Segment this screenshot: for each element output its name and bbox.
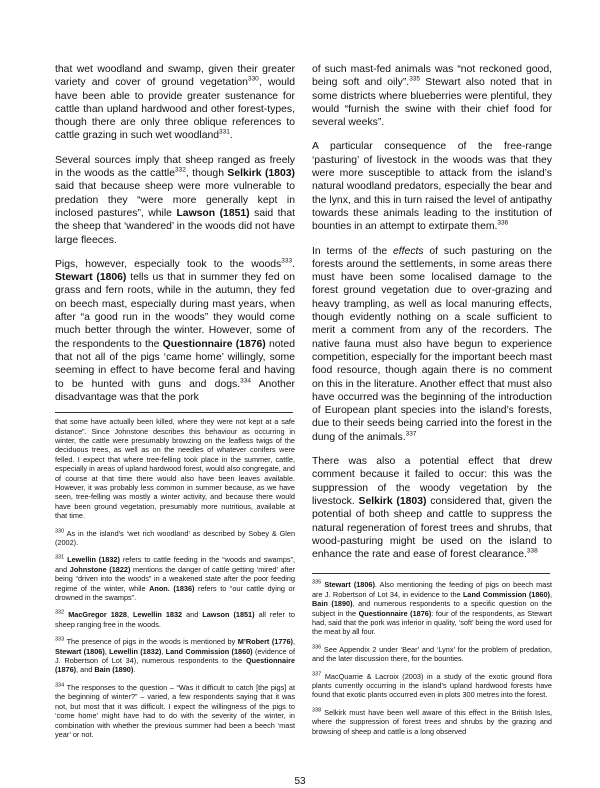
text-run: Several sources imply that sheep ranged as freely in the woods as the cattle [55, 154, 295, 180]
body-paragraph [312, 455, 552, 561]
citation: Bain (1890) [312, 599, 353, 609]
footnote-ref: 331 [55, 554, 65, 561]
footnote-ref: 338 [312, 707, 322, 714]
footnote [312, 580, 552, 636]
footnote-separator [312, 573, 550, 574]
footnote-ref: 334 [240, 377, 251, 385]
text-run: , [161, 646, 166, 656]
text-run: refers to “our cattle dying or drowned in the swamps”. [55, 583, 295, 603]
text-run: , and [76, 665, 95, 675]
text-run: , [292, 637, 295, 647]
body-paragraph [312, 245, 552, 444]
footnote [312, 645, 552, 664]
footnote [55, 637, 295, 675]
text-run: Stewart also noted that in some districts where blueberries were plentiful, they would “furnish the swine with their chief food for several weeks”. [312, 77, 552, 129]
citation: Anon. (1836) [149, 583, 195, 593]
citation: Lawson (1851) [202, 610, 255, 620]
footnote [312, 672, 552, 700]
citation: Stewart (1806) [55, 646, 105, 656]
text-run: : four of the respondents, as Stewart had, said that the pork was inferior in quality, ‘soft’ being the word used for the meat by all four. [312, 608, 552, 637]
text-run: mentions the danger of cattle getting ‘mired’ after being “driven into the woods” in a weakened state after the poor feeding regime of the winter, while [55, 564, 295, 593]
right-column [312, 63, 552, 744]
text-run: Selkirk must have been well aware of this effect in the British Isles, where the suppression of forest trees and shrubs by the grazing and browsing of sheep and cattle is a long observed [312, 707, 552, 736]
citation: Lewellin (1832) [67, 555, 120, 565]
footnote-ref: 330 [55, 528, 65, 535]
citation: Land Commission (1860) [165, 646, 253, 656]
text-run: refers to cattle feeding in the “woods and swamps”, and [55, 555, 295, 574]
footnote-ref: 334 [55, 682, 65, 689]
footnote-ref: 337 [405, 430, 417, 438]
text-run: (evidence of J. Robertson of Lot 34), numerous respondents to the [55, 646, 295, 666]
text-run: , would have been able to provide greater sustenance for cattle than upland hardwood and other forest-types, though there are only three oblique references to cattle grazing in such wet woodland [55, 77, 295, 142]
footnote [312, 708, 552, 736]
text-run: that some have actually been killed, where they were not kept at a safe distance”. Since Johnstone describes this behaviour as occurring in winter, the cattle were presumably browzing on the leafless twigs of the deciduous trees, as well as on the needles of whatever conifers were felled. I expect that where tree-felling took place in the summer, cattle, especially in areas of upland hardwood forest, would also congregate, and of course at that time there would also have been leaves available. However, it was probably less common in summer because, as we have seen, tree-felling was mostly a winter activity, and because there would have been ground vegetation, presumably more nutritious, available at that time. [55, 417, 295, 521]
text-run: . [133, 665, 136, 675]
citation: Questionnaire (1876) [162, 338, 266, 350]
citation: Stewart (1806) [55, 272, 127, 284]
footnote-ref: 338 [526, 547, 538, 555]
footnote-ref: 336 [497, 219, 509, 227]
text-run: , though [185, 168, 228, 180]
text-run: said that because sheep were more vulnerable to predation they “were more generally kept in inclosed pastures”, while [55, 181, 295, 219]
text-run: There was also a potential effect that drew comment because it failed to occur: this was the suppression of the woody vegetation by the livestock. [312, 456, 552, 507]
text-run: , [549, 589, 552, 599]
citation: Lewellin (1832) [109, 646, 162, 656]
text-run: In terms of the [312, 245, 393, 257]
text-run: , [126, 610, 134, 620]
body-paragraph [312, 140, 552, 233]
footnote-ref: 335 [312, 579, 322, 586]
footnote-ref: 337 [312, 671, 322, 678]
text-run: As in the island’s ‘wet rich woodland’ as described by Sobey & Glen (2002). [55, 528, 295, 547]
citation: Selkirk (1803) [227, 168, 295, 180]
text-run: Another disadvantage was that the pork [55, 378, 295, 403]
citation: Johnstone (1822) [69, 564, 131, 574]
body-paragraph [312, 63, 552, 129]
citation: Bain (1890) [94, 665, 134, 675]
footnote [55, 555, 295, 602]
citation: MacGregor 1828 [68, 610, 127, 620]
text-run: . Also mentioning the feeding of pigs on beech mast are J. Robertson of Lot 34, in evidence to the [312, 580, 552, 599]
footnote-ref: 331 [219, 129, 230, 137]
footnote-ref: 335 [409, 75, 421, 83]
citation: Lewellin 1832 [133, 610, 183, 620]
footnote-ref: 336 [312, 644, 322, 651]
footnote-ref: 333 [281, 257, 293, 265]
text-run: Pigs, however, especially took to the woods [55, 258, 282, 270]
text-run: of such pasturing on the forests around the settlements, in some areas there must have been some localised damage to the forest ground vegetation due to over-grazing and heavy trampling, as well as local manuring effects, though evidently nothing on a scale sufficient to merit a comment from any of the recorders. The native fauna must also have begun to experience competition, especially for the important beech mast food resource, though again there is no comment on this in the literature. Another effect that must also have occurred was the beginning of the introduction of European plant species into the island’s forests, due to their seeds being carried into the forest in the dung of the animals. [312, 245, 552, 443]
footnote [55, 529, 295, 548]
text-run: The presence of pigs in the woods is mentioned by [64, 637, 238, 647]
text-run: tells us that in summer they fed on grass and fern roots, while in the autumn, they fed on beech mast, especially during mast years, when after “a good run in the woods” they would come much better through the winter. However, some of the respondents to the [55, 272, 295, 350]
text-run: that wet woodland and swamp, given their greater variety and cover of ground vegetation [55, 64, 295, 89]
footnote [55, 417, 295, 520]
text-run: The responses to the question – “Was it difficult to catch [the pigs] at the beginning of winter?” – varied, a few respondents saying that it was not, but most that it was difficult. I expect the willingness of the pigs to ‘come home’ might have had to do with the severity of the winter, in combination with whether the previous summer had been a beech ‘mast year’ or not. [55, 682, 295, 739]
page-number: 53 [294, 776, 306, 787]
text-run: A particular consequence of the free-range ‘pasturing’ of livestock in the woods was that they were more susceptible to attack from the island’s natural woodland predators, especially the bear and the lynx, and this in turn raised the level of antipathy towards these animals leading to the institution of bounties in an attempt to extirpate them. [312, 141, 552, 233]
citation: Selkirk (1803) [358, 495, 427, 507]
emphasis: effects [392, 245, 424, 257]
body-paragraph [55, 63, 295, 143]
footnote [55, 683, 295, 739]
footnote [55, 610, 295, 629]
text-run: . [292, 258, 295, 270]
citation: Questionnaire (1876) [55, 656, 295, 675]
citation: M’Robert (1776) [237, 637, 293, 647]
body-paragraph [55, 258, 295, 404]
text-run: and [182, 610, 203, 620]
text-run: . [229, 130, 233, 142]
left-column [55, 63, 295, 747]
footnote-ref: 330 [247, 75, 259, 83]
citation: Land Commission (1860) [462, 589, 550, 599]
citation: Stewart (1806) [324, 580, 375, 590]
text-run: noted that not all of the pigs ‘came home’ willingly, some seeming in effect to have become feral and having to be hunted with guns and dogs. [55, 338, 295, 390]
text-run: MacQuarrie & Lacroix (2003) in a study of the exotic ground flora plants currently occurring in the island’s upland hardwood forests have found that exotic plants occurred even in plots 300 metres into the forest. [312, 671, 552, 700]
footnote-ref: 332 [55, 610, 65, 617]
text-run: See Appendix 2 under ‘Bear’ and ‘Lynx’ for the problem of predation, and the later discussion there, for the bounties. [312, 644, 552, 664]
text-run: of such mast-fed animals was “not reckoned good, being soft and oily”. [312, 64, 552, 89]
footnote-ref: 332 [175, 166, 186, 174]
text-run: considered that, given the potential of both sheep and cattle to suppress the natural regeneration of forest trees and shrubs, that wood-pasturing might be used on the island to enhance the rate and ease of forest clearance. [312, 495, 552, 561]
footnote-ref: 333 [55, 636, 65, 643]
body-paragraph [55, 154, 295, 247]
text-run: , and numerous respondents to a specific question on the subject in the [312, 599, 552, 618]
citation: Lawson (1851) [176, 207, 250, 219]
text-run: all refer to sheep ranging free in the woods. [55, 610, 295, 629]
text-run: , [104, 646, 110, 656]
text-run: said that the sheep that ‘wandered’ in the woods did not have large fleeces. [55, 207, 295, 246]
citation: Questionnaire (1876) [358, 608, 432, 618]
footnote-separator [55, 412, 293, 413]
